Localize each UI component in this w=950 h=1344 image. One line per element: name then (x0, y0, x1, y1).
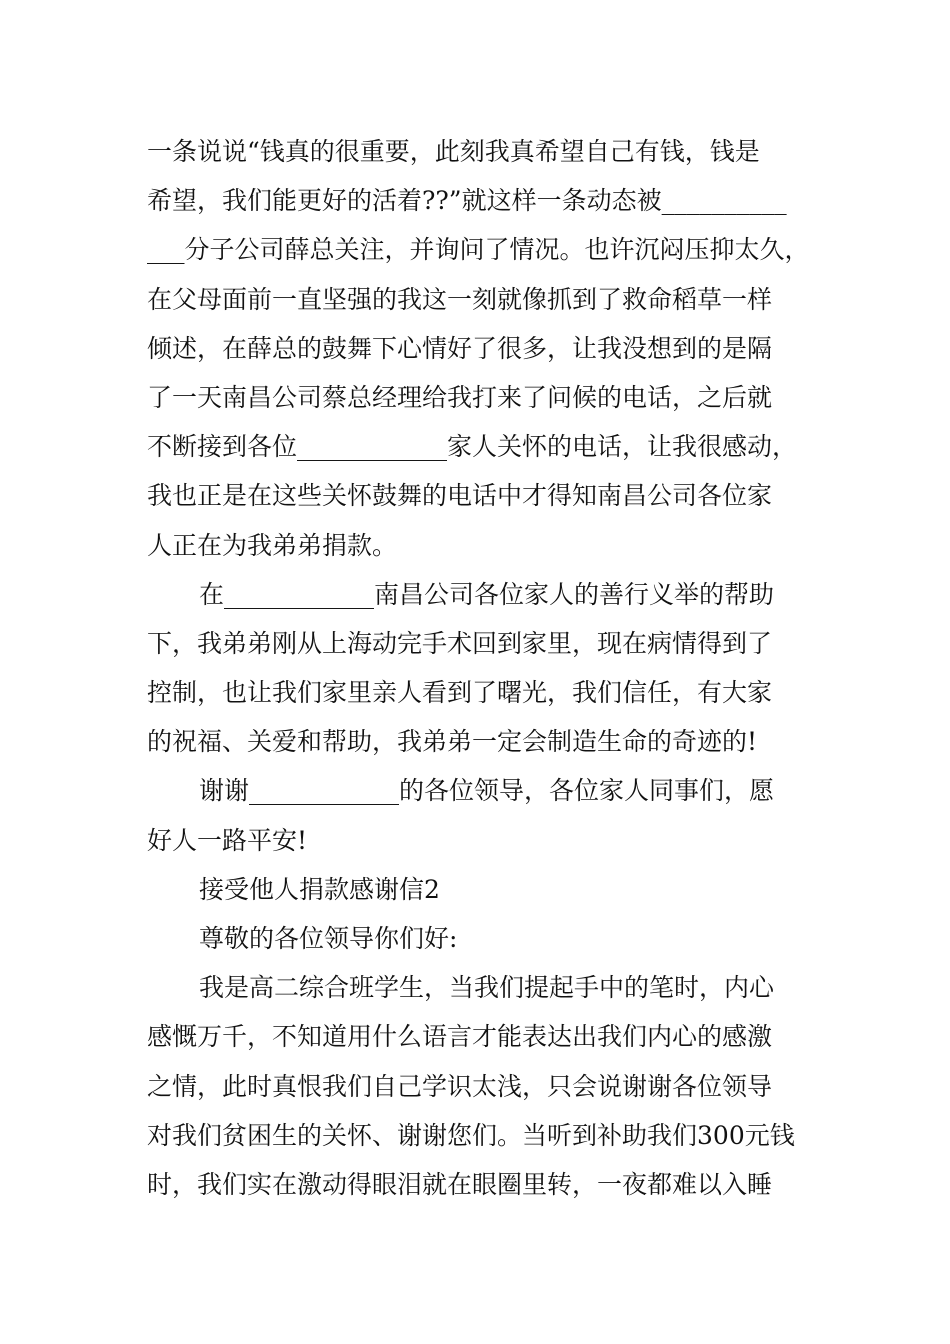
text-line-10: 在____________南昌公司各位家人的善行义举的帮助 (199, 579, 775, 609)
text-line-19: 感慨万千，不知道用什么语言才能表达出我们内心的感激 (147, 1022, 773, 1052)
document-body (147, 127, 817, 1209)
text-line-21: 对我们贫困生的关怀、谢谢您们。当听到补助我们300元钱 (147, 1120, 795, 1150)
text-line-18: 我是高二综合班学生，当我们提起手中的笔时，内心 (199, 973, 775, 1003)
text-line-22: 时，我们实在激动得眼泪就在眼圈里转，一夜都难以入睡 (147, 1169, 773, 1199)
text-line-12: 控制，也让我们家里亲人看到了曙光，我们信任，有大家 (147, 678, 773, 708)
text-line-11: 下，我弟弟刚从上海动完手术回到家里，现在病情得到了 (147, 628, 773, 658)
text-line-13: 的祝福、关爱和帮助，我弟弟一定会制造生命的奇迹的! (147, 727, 758, 757)
text-line-6: 了一天南昌公司蔡总经理给我打来了问候的电话，之后就 (147, 382, 773, 412)
text-line-2: 希望，我们能更好的活着??”就这样一条动态被__________ (147, 186, 787, 216)
text-line-8: 我也正是在这些关怀鼓舞的电话中才得知南昌公司各位家 (147, 481, 773, 511)
text-line-20: 之情，此时真恨我们自己学识太浅，只会说谢谢各位领导 (147, 1071, 773, 1101)
text-line-7: 不断接到各位____________家人关怀的电话，让我很感动， (147, 432, 798, 462)
text-line-4: 在父母面前一直坚强的我这一刻就像抓到了救命稻草一样 (147, 284, 773, 314)
text-line-9: 人正在为我弟弟捐款。 (147, 530, 398, 560)
text-line-5: 倾述，在薛总的鼓舞下心情好了很多，让我没想到的是隔 (147, 333, 773, 363)
text-line-15: 好人一路平安! (147, 825, 308, 855)
text-line-1: 一条说说“钱真的很重要，此刻我真希望自己有钱，钱是 (147, 137, 760, 166)
text-line-14: 谢谢____________的各位领导，各位家人同事们，愿 (199, 776, 775, 806)
salutation: 尊敬的各位领导你们好: (199, 924, 458, 953)
section-heading: 接受他人捐款感谢信2 (199, 874, 440, 904)
text-line-3: ___分子公司薛总关注，并询问了情况。也许沉闷压抑太久， (147, 235, 810, 265)
